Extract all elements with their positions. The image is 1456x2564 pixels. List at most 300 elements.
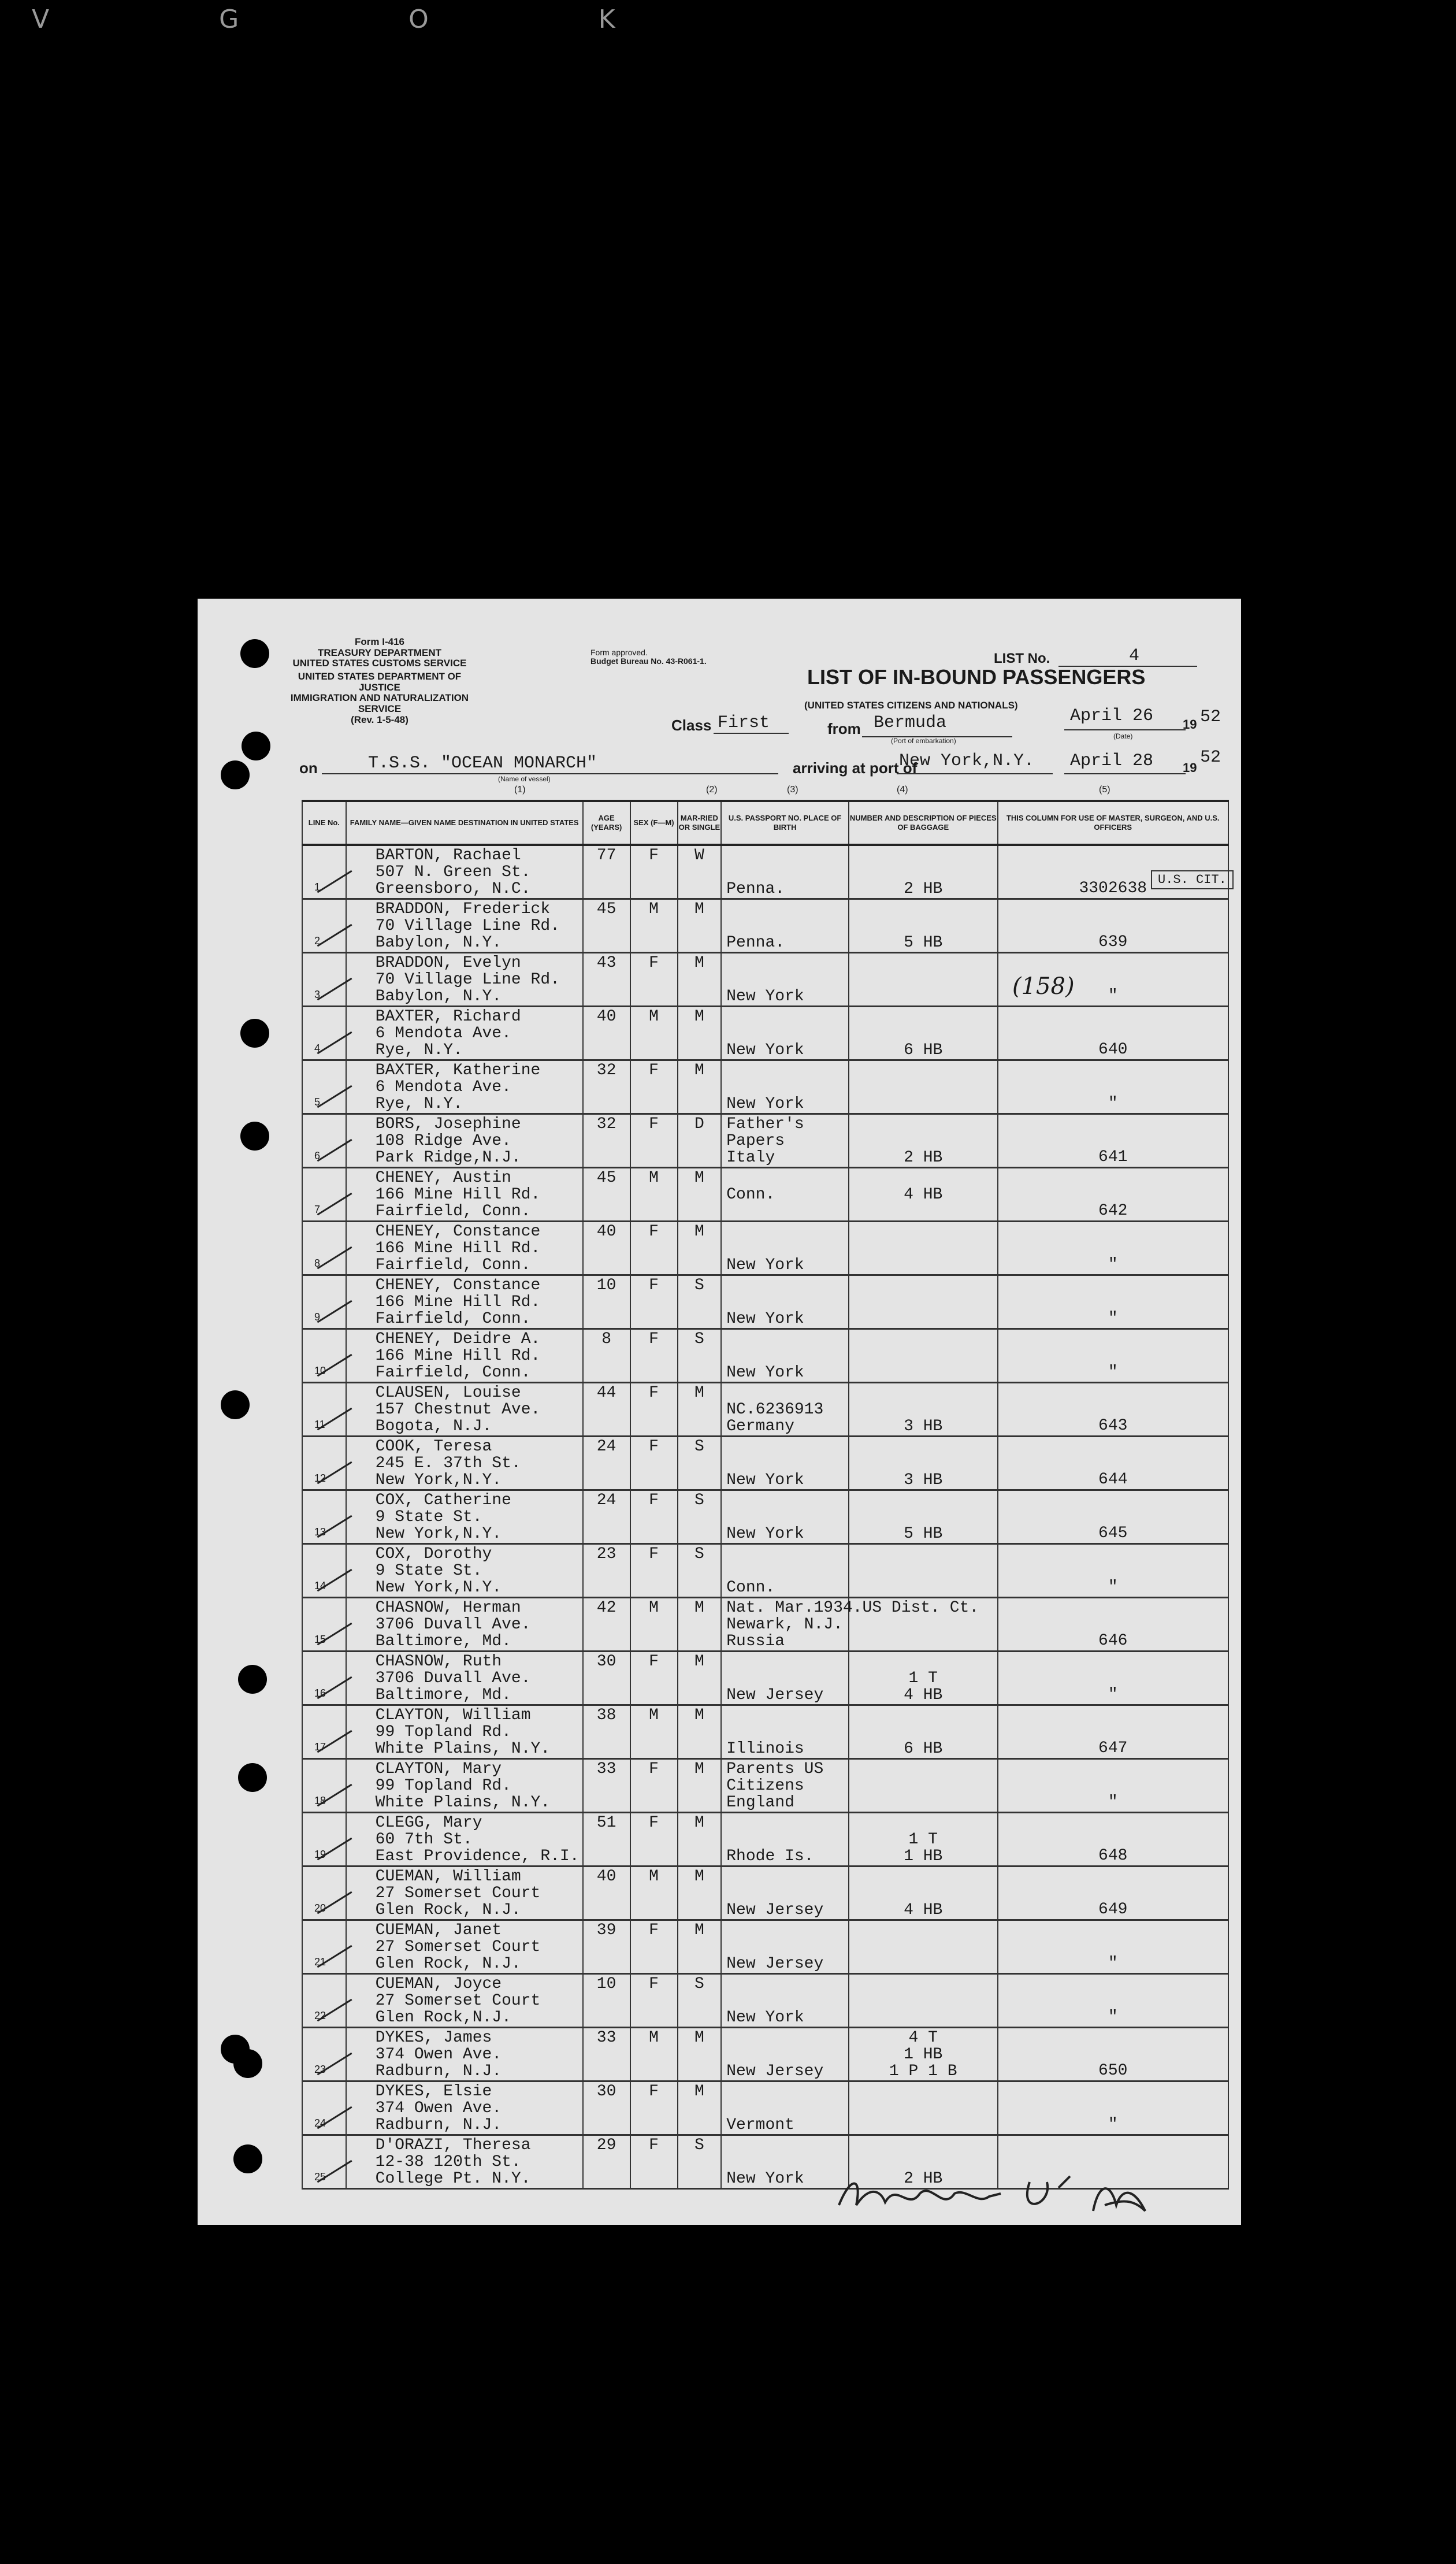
- passenger-table: [302, 800, 1229, 2190]
- name-cell: [346, 845, 583, 899]
- officer-value: 647: [1098, 1739, 1128, 1757]
- baggage-line-1: [849, 2083, 997, 2100]
- baggage-line-1: [849, 1976, 997, 1992]
- passenger-name: BAXTER, Katherine: [375, 1062, 541, 1079]
- birth-line-3: New Jersey: [726, 1955, 824, 1973]
- age-cell: [583, 1168, 630, 1222]
- address-line: 9 State St.: [375, 1562, 482, 1580]
- passenger-name: CLAYTON, Mary: [375, 1760, 502, 1778]
- marital-cell: [678, 2028, 722, 2081]
- officer-value: 642: [1098, 1202, 1128, 1220]
- sex-cell: [630, 1759, 678, 1813]
- table-row: [302, 1920, 1228, 1974]
- line-no-cell: [302, 1275, 346, 1329]
- passenger-name: BAXTER, Richard: [375, 1008, 521, 1026]
- line-number: 18: [314, 1795, 326, 1806]
- marital-cell: [678, 1920, 722, 1974]
- check-mark: [305, 1819, 352, 1861]
- passenger-name: CHASNOW, Herman: [375, 1599, 521, 1617]
- birth-line-3: New York: [726, 1041, 804, 1059]
- city-line: Babylon, N.Y.: [375, 934, 502, 952]
- form-number: Form I-416: [355, 636, 404, 647]
- city-line: Rye, N.Y.: [375, 1041, 463, 1059]
- officers-cell: [998, 1222, 1229, 1275]
- check-mark: [305, 906, 352, 947]
- age-value: 32: [596, 1062, 616, 1079]
- table-row: [302, 2081, 1228, 2135]
- age-cell: [583, 1114, 630, 1168]
- check-mark: [305, 1389, 352, 1431]
- baggage-line-1: [849, 2137, 997, 2154]
- address-line: 60 7th St.: [375, 1831, 473, 1849]
- name-cell: [346, 1759, 583, 1813]
- birth-line-1: Parents US: [726, 1760, 824, 1778]
- officers-cell: [998, 1759, 1229, 1813]
- name-cell: [346, 1813, 583, 1867]
- age-cell: [583, 1060, 630, 1114]
- birth-cell: [721, 1437, 849, 1490]
- table-row: [302, 1437, 1228, 1490]
- col-number-4: (4): [897, 785, 908, 795]
- birth-line-1: [726, 1653, 848, 1670]
- marital-cell: [678, 1222, 722, 1275]
- marital-cell: [678, 1974, 722, 2028]
- check-mark: [305, 1174, 352, 1216]
- age-value: 32: [596, 1115, 616, 1133]
- line-no-cell: [302, 1867, 346, 1920]
- age-value: 39: [596, 1921, 616, 1939]
- birth-line-2: Newark, N.J.: [726, 1616, 843, 1634]
- baggage-cell: [849, 1168, 998, 1222]
- passenger-name: CUEMAN, William: [375, 1868, 521, 1886]
- baggage-cell: [849, 845, 998, 899]
- budget-bureau: Budget Bureau No. 43-R061-1.: [590, 656, 707, 666]
- marital-cell: [678, 1652, 722, 1705]
- marital-value: M: [694, 1599, 704, 1617]
- baggage-line-3: 2 HB: [904, 2170, 943, 2188]
- officer-value: ": [1108, 1256, 1118, 1274]
- passenger-name: BARTON, Rachael: [375, 847, 521, 864]
- sex-value: F: [649, 1223, 659, 1241]
- check-mark: [305, 1765, 352, 1807]
- punch-hole: [233, 2049, 262, 2078]
- city-line: College Pt. N.Y.: [375, 2170, 531, 2188]
- line-no-cell: [302, 1114, 346, 1168]
- line-number: 2: [314, 935, 321, 947]
- col-number-1: (1): [514, 785, 526, 795]
- passenger-name: CLAUSEN, Louise: [375, 1384, 521, 1402]
- address-line: 99 Topland Rd.: [375, 1777, 511, 1795]
- table-row: [302, 1974, 1228, 2028]
- form-approved: Form approved.: [590, 648, 648, 657]
- birth-cell: [721, 2028, 849, 2081]
- class-value: First: [718, 713, 770, 733]
- sex-cell: [630, 1974, 678, 2028]
- header-birth: U.S. PASSPORT NO. PLACE OF BIRTH: [721, 801, 849, 845]
- line-number: 10: [314, 1365, 326, 1376]
- officer-value: ": [1108, 1954, 1118, 1972]
- baggage-line-2: [849, 1939, 997, 1956]
- check-mark: [305, 852, 352, 893]
- city-line: Radburn, N.J.: [375, 2116, 502, 2134]
- baggage-line-3: 4 HB: [904, 1686, 943, 1704]
- baggage-line-2: [849, 1133, 997, 1149]
- sex-cell: [630, 1598, 678, 1652]
- city-line: White Plains, N.Y.: [375, 1740, 551, 1758]
- table-row: [302, 1598, 1228, 1652]
- city-line: Fairfield, Conn.: [375, 1203, 531, 1220]
- birth-line-3: New York: [726, 1364, 804, 1382]
- list-no-value: 4: [1129, 646, 1140, 666]
- line-number: 16: [314, 1687, 326, 1699]
- marital-cell: [678, 1383, 722, 1437]
- marital-value: M: [694, 1653, 704, 1671]
- line-no-cell: [302, 1598, 346, 1652]
- birth-line-2: [726, 1079, 848, 1096]
- birth-line-1: [726, 955, 848, 971]
- baggage-line-1: [849, 1223, 997, 1240]
- table-row: [302, 1867, 1228, 1920]
- birth-line-1: [726, 901, 848, 918]
- name-cell: [346, 1222, 583, 1275]
- passenger-name: CHENEY, Constance: [375, 1277, 541, 1294]
- sex-value: F: [649, 954, 659, 972]
- birth-line-2: [726, 1831, 848, 1848]
- officers-cell: [998, 1007, 1229, 1060]
- punch-hole: [240, 1019, 269, 1048]
- age-value: 40: [596, 1868, 616, 1886]
- age-value: 77: [596, 847, 616, 864]
- baggage-cell: [849, 899, 998, 953]
- sex-cell: [630, 1329, 678, 1383]
- name-cell: [346, 1114, 583, 1168]
- baggage-cell: [849, 1813, 998, 1867]
- check-mark: [305, 1604, 352, 1646]
- baggage-cell: [849, 1867, 998, 1920]
- line-number: 20: [314, 1902, 326, 1914]
- baggage-line-3: 1 HB: [904, 1847, 943, 1865]
- baggage-cell: [849, 1490, 998, 1544]
- baggage-cell: [849, 1705, 998, 1759]
- birth-line-1: [726, 1277, 848, 1294]
- officers-cell: [998, 1383, 1229, 1437]
- marital-value: S: [694, 1438, 704, 1456]
- line-no-cell: [302, 899, 346, 953]
- line-number: 23: [314, 2064, 326, 2075]
- sex-cell: [630, 2135, 678, 2189]
- name-cell: [346, 953, 583, 1007]
- line-no-cell: [302, 1060, 346, 1114]
- line-no-cell: [302, 1329, 346, 1383]
- birth-cell: [721, 1920, 849, 1974]
- header-sex: SEX (F—M): [630, 801, 678, 845]
- marital-cell: [678, 1329, 722, 1383]
- birth-line-2: [726, 1509, 848, 1526]
- officer-value: ": [1108, 1309, 1118, 1327]
- name-cell: [346, 899, 583, 953]
- passenger-name: CHENEY, Deidre A.: [375, 1330, 541, 1348]
- officer-value: 650: [1098, 2062, 1128, 2080]
- line-number: 11: [314, 1419, 325, 1430]
- birth-line-3: New York: [726, 1256, 804, 1274]
- baggage-line-1: [849, 1170, 997, 1186]
- name-cell: [346, 1490, 583, 1544]
- passenger-list-sheet: [198, 599, 1241, 2225]
- line-no-cell: [302, 1920, 346, 1974]
- baggage-line-2: [849, 1992, 997, 2009]
- header-officers: THIS COLUMN FOR USE OF MASTER, SURGEON, AND U.S. OFFICERS: [998, 801, 1229, 845]
- baggage-line-1: [849, 1707, 997, 1724]
- name-cell: [346, 1007, 583, 1060]
- birth-line-2: [726, 1992, 848, 2009]
- punch-hole: [242, 732, 270, 760]
- sex-cell: [630, 1652, 678, 1705]
- vessel-name: T.S.S. "OCEAN MONARCH": [368, 754, 597, 773]
- baggage-line-2: [849, 1885, 997, 1902]
- address-line: 166 Mine Hill Rd.: [375, 1347, 541, 1365]
- baggage-cell: [849, 953, 998, 1007]
- baggage-line-2: 1 HB: [904, 2046, 943, 2064]
- baggage-line-2: [849, 1778, 997, 1794]
- line-no-cell: [302, 1652, 346, 1705]
- age-cell: [583, 1813, 630, 1867]
- officers-cell: [998, 1490, 1229, 1544]
- baggage-line-3: 5 HB: [904, 934, 943, 952]
- baggage-cell: [849, 1329, 998, 1383]
- birth-line-3: New York: [726, 1095, 804, 1113]
- age-value: 23: [596, 1545, 616, 1563]
- punch-hole: [221, 760, 250, 789]
- officer-value: 649: [1098, 1901, 1128, 1919]
- officer-value: 641: [1098, 1148, 1128, 1166]
- officers-cell: [998, 1920, 1229, 1974]
- sex-value: F: [649, 1330, 659, 1348]
- baggage-cell: [849, 1222, 998, 1275]
- baggage-line-2: 1 T: [908, 1669, 938, 1687]
- birth-line-1: [726, 1546, 848, 1563]
- baggage-line-3: [849, 2117, 997, 2133]
- line-no-cell: [302, 953, 346, 1007]
- baggage-line-3: 2 HB: [904, 1149, 943, 1167]
- line-no-cell: [302, 1705, 346, 1759]
- sex-value: M: [649, 1599, 659, 1617]
- birth-line-1: [726, 2029, 848, 2046]
- line-number: 14: [314, 1580, 326, 1591]
- sex-value: M: [649, 900, 659, 918]
- age-value: 29: [596, 2136, 616, 2154]
- name-cell: [346, 1275, 583, 1329]
- baggage-line-2: [849, 1025, 997, 1042]
- officers-cell: [998, 1060, 1229, 1114]
- birth-line-2: [726, 1240, 848, 1257]
- address-line: 27 Somerset Court: [375, 1884, 541, 1902]
- handwritten-note: (158): [1012, 973, 1075, 1000]
- age-cell: [583, 1759, 630, 1813]
- form-title: LIST OF IN-BOUND PASSENGERS: [807, 665, 1146, 689]
- birth-cell: [721, 1329, 849, 1383]
- officer-value: 644: [1098, 1471, 1128, 1489]
- sex-value: F: [649, 1921, 659, 1939]
- agency-block: [290, 637, 469, 726]
- baggage-line-2: [849, 864, 997, 881]
- address-line: 27 Somerset Court: [375, 1992, 541, 2010]
- age-value: 33: [596, 1760, 616, 1778]
- address-line: 12-38 120th St.: [375, 2153, 521, 2171]
- city-line: New York,N.Y.: [375, 1525, 502, 1543]
- marital-cell: [678, 1060, 722, 1114]
- baggage-cell: [849, 2028, 998, 2081]
- passenger-name: DYKES, Elsie: [375, 2083, 492, 2101]
- passenger-name: CHASNOW, Ruth: [375, 1653, 502, 1671]
- age-cell: [583, 1222, 630, 1275]
- line-number: 4: [314, 1042, 321, 1054]
- address-line: 374 Owen Ave.: [375, 2099, 502, 2117]
- baggage-line-3: 1 P 1 B: [889, 2062, 957, 2080]
- sex-value: F: [649, 1115, 659, 1133]
- marital-cell: [678, 1598, 722, 1652]
- baggage-line-2: [849, 1401, 997, 1418]
- baggage-line-1: [849, 955, 997, 971]
- city-line: Glen Rock,N.J.: [375, 2009, 511, 2027]
- officer-value: ": [1108, 2116, 1118, 2133]
- birth-cell: [721, 2135, 849, 2189]
- table-row: [302, 953, 1228, 1007]
- check-mark: [305, 1120, 352, 1162]
- age-value: 42: [596, 1599, 616, 1617]
- sex-value: F: [649, 1491, 659, 1509]
- departure-year: 52: [1200, 707, 1221, 727]
- baggage-line-3: [849, 988, 997, 1005]
- baggage-cell: [849, 1060, 998, 1114]
- check-mark: [305, 1712, 352, 1753]
- birth-line-1: [726, 1170, 848, 1186]
- table-row: [302, 1114, 1228, 1168]
- birth-line-3: Illinois: [726, 1740, 804, 1758]
- baggage-line-1: [849, 1277, 997, 1294]
- line-number: 5: [314, 1096, 321, 1108]
- passenger-name: CUEMAN, Janet: [375, 1921, 502, 1939]
- baggage-line-3: [849, 1311, 997, 1327]
- birth-line-3: New York: [726, 988, 804, 1005]
- check-mark: [305, 1228, 352, 1270]
- table-row: [302, 1652, 1228, 1705]
- address-line: 374 Owen Ave.: [375, 2046, 502, 2064]
- sex-cell: [630, 1705, 678, 1759]
- line-number: 17: [314, 1741, 326, 1753]
- city-line: White Plains, N.Y.: [375, 1794, 551, 1812]
- city-line: Bogota, N.J.: [375, 1418, 492, 1435]
- officer-value: ": [1108, 2008, 1118, 2026]
- line-no-cell: [302, 2135, 346, 2189]
- sex-value: M: [649, 1169, 659, 1187]
- punch-hole: [240, 639, 269, 668]
- birth-cell: [721, 1168, 849, 1222]
- header-age: AGE (YEARS): [583, 801, 630, 845]
- marital-cell: [678, 2081, 722, 2135]
- name-cell: [346, 1437, 583, 1490]
- birth-line-3: New Jersey: [726, 1686, 824, 1704]
- baggage-line-3: 5 HB: [904, 1525, 943, 1543]
- birth-line-1: Father's: [726, 1115, 804, 1133]
- punch-hole: [240, 1122, 269, 1151]
- birth-cell: [721, 1114, 849, 1168]
- birth-line-1: [726, 1062, 848, 1079]
- punch-hole: [238, 1763, 267, 1792]
- line-number: 19: [314, 1849, 326, 1860]
- line-number: 3: [314, 989, 321, 1000]
- officer-value: 643: [1098, 1417, 1128, 1435]
- line-no-cell: [302, 1007, 346, 1060]
- sex-cell: [630, 1920, 678, 1974]
- birth-cell: [721, 1759, 849, 1813]
- marital-value: M: [694, 1921, 704, 1939]
- passenger-name: BORS, Josephine: [375, 1115, 521, 1133]
- marital-value: W: [694, 847, 704, 864]
- sex-value: M: [649, 1008, 659, 1026]
- marital-value: M: [694, 1008, 704, 1026]
- sex-value: F: [649, 1814, 659, 1832]
- baggage-line-1: [849, 901, 997, 918]
- sex-cell: [630, 1114, 678, 1168]
- age-cell: [583, 1705, 630, 1759]
- city-line: Fairfield, Conn.: [375, 1256, 531, 1274]
- table-row: [302, 1544, 1228, 1598]
- birth-line-2: [726, 918, 848, 934]
- birth-line-1: [726, 1976, 848, 1992]
- sex-cell: [630, 953, 678, 1007]
- address-line: 166 Mine Hill Rd.: [375, 1293, 541, 1311]
- marital-cell: [678, 1168, 722, 1222]
- check-mark: [305, 1067, 352, 1108]
- birth-line-3: New York: [726, 2009, 804, 2027]
- from-value: Bermuda: [874, 713, 947, 733]
- sex-value: F: [649, 1653, 659, 1671]
- marital-value: M: [694, 1169, 704, 1187]
- line-number: 8: [314, 1257, 321, 1269]
- baggage-line-2: [849, 1509, 997, 1526]
- col-number-5: (5): [1099, 785, 1110, 795]
- line-no-cell: [302, 845, 346, 899]
- marital-value: M: [694, 1062, 704, 1079]
- baggage-cell: [849, 1114, 998, 1168]
- age-cell: [583, 1544, 630, 1598]
- birth-line-3: New York: [726, 1471, 804, 1489]
- officers-cell: [998, 1114, 1229, 1168]
- year-prefix-2: 19: [1183, 760, 1197, 775]
- table-row: [302, 1383, 1228, 1437]
- birth-line-3: New York: [726, 2170, 804, 2188]
- officers-cell: [998, 1437, 1229, 1490]
- baggage-line-2: [849, 1724, 997, 1741]
- col-number-2: (2): [706, 785, 718, 795]
- officers-cell: [998, 1329, 1229, 1383]
- form-subtitle: (UNITED STATES CITIZENS AND NATIONALS): [804, 700, 1018, 711]
- address-line: 27 Somerset Court: [375, 1938, 541, 1956]
- officers-cell: [998, 1705, 1229, 1759]
- baggage-line-3: 6 HB: [904, 1041, 943, 1059]
- city-line: Baltimore, Md.: [375, 1632, 511, 1650]
- line-no-cell: [302, 1490, 346, 1544]
- age-cell: [583, 899, 630, 953]
- marital-cell: [678, 1490, 722, 1544]
- address-line: 9 State St.: [375, 1508, 482, 1526]
- list-no-label: LIST No.: [994, 651, 1050, 666]
- age-cell: [583, 2135, 630, 2189]
- officers-cell: [998, 1275, 1229, 1329]
- check-mark: [305, 1873, 352, 1914]
- officer-value: ": [1108, 1363, 1118, 1381]
- officers-cell: [998, 1598, 1229, 1652]
